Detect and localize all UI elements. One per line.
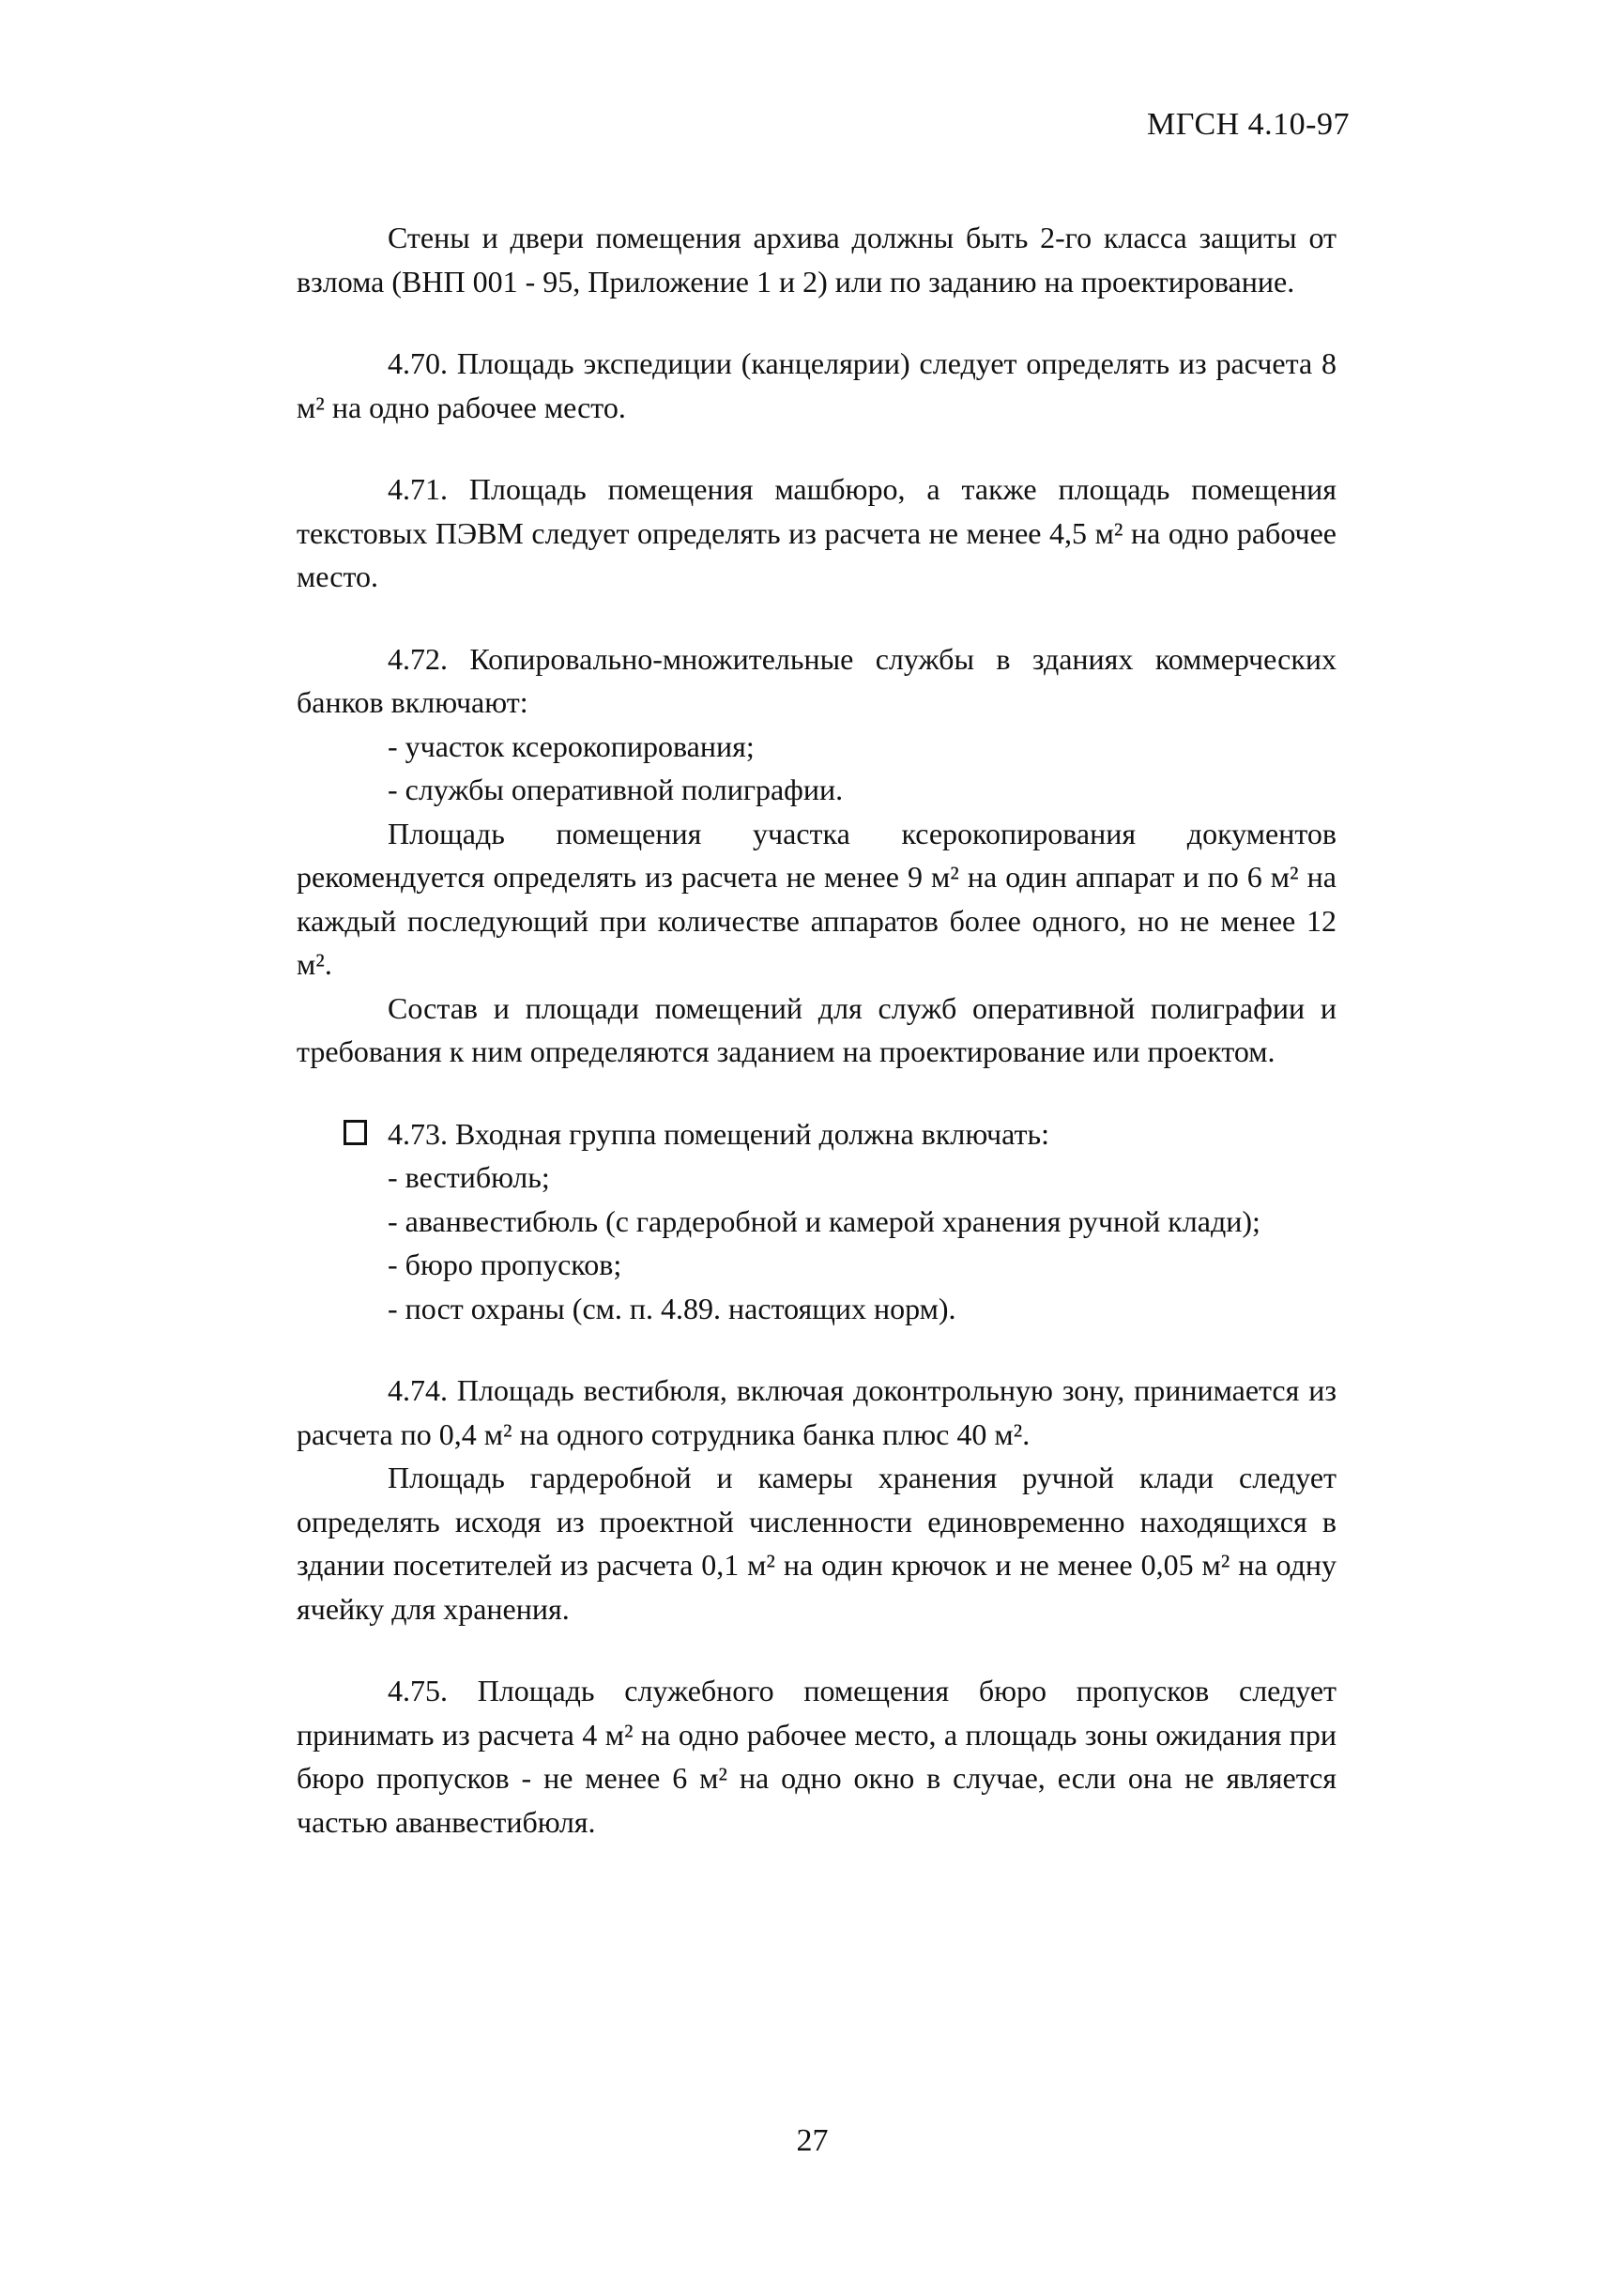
list-item-guard-post: - пост охраны (см. п. 4.89. настоящих норм). bbox=[388, 1291, 956, 1325]
paragraph-4-71: 4.71. Площадь помещения машбюро, а также площадь помещения текстовых ПЭВМ следует определять из расчета не менее 4,5 м² на одно рабочее место. bbox=[297, 472, 1337, 593]
paragraph-4-72: 4.72. Копировально-множительные службы в зданиях коммерческих банков включают: bbox=[297, 641, 1337, 719]
section-4-73 bbox=[297, 1112, 1337, 1156]
paragraph-4-73: 4.73. Входная группа помещений должна включать: bbox=[388, 1116, 1049, 1151]
paragraph-4-74-cloakroom: Площадь гардеробной и камеры хранения ручной клади следует определять исходя из проектной численности единовременно находящихся в здании посетителей из расчета 0,1 м² на один крючок и не менее 0,05 м² на одну ячейку для хранения. bbox=[297, 1461, 1337, 1626]
list-item-vestibule: - вестибюль; bbox=[388, 1160, 550, 1194]
paragraph-4-72-composition: Состав и площади помещений для служб оперативной полиграфии и требования к ним определяются заданием на проектирование или проектом. bbox=[297, 990, 1337, 1068]
list-item-antevestibule: - аванвестибюль (с гардеробной и камерой хранения ручной клади); bbox=[388, 1203, 1260, 1238]
paragraph-4-72-area: Площадь помещения участка ксерокопирования документов рекомендуется определять из расчета не менее 9 м² на один аппарат и по 6 м² на каждый последующий при количестве аппаратов более одного, но не менее 12 м². bbox=[297, 816, 1337, 981]
paragraph-archive-walls: Стены и двери помещения архива должны быть 2-го класса защиты от взлома (ВНП 001 - 95, Приложение 1 и 2) или по заданию на проектирование. bbox=[297, 221, 1337, 298]
paragraph-4-74: 4.74. Площадь вестибюля, включая доконтрольную зону, принимается из расчета по 0,4 м² на одного сотрудника банка плюс 40 м². bbox=[297, 1373, 1337, 1451]
page-number: 27 bbox=[796, 2123, 829, 2158]
list-item-xerox: - участок ксерокопирования; bbox=[388, 728, 755, 763]
document-code: МГСН 4.10-97 bbox=[1147, 107, 1350, 142]
list-item-pass-office: - бюро пропусков; bbox=[388, 1247, 622, 1281]
paragraph-4-75: 4.75. Площадь служебного помещения бюро пропусков следует принимать из расчета 4 м² на одно рабочее место, а площадь зоны ожидания при бюро пропусков - не менее 6 м² на одно окно в случае, если она не является частью аванвестибюля. bbox=[297, 1674, 1337, 1839]
paragraph-4-70: 4.70. Площадь экспедиции (канцелярии) следует определять из расчета 8 м² на одно рабочее место. bbox=[297, 346, 1337, 424]
page-body bbox=[297, 216, 1337, 1844]
list-item-printing: - службы оперативной полиграфии. bbox=[388, 773, 844, 806]
checkbox-icon bbox=[344, 1120, 367, 1145]
